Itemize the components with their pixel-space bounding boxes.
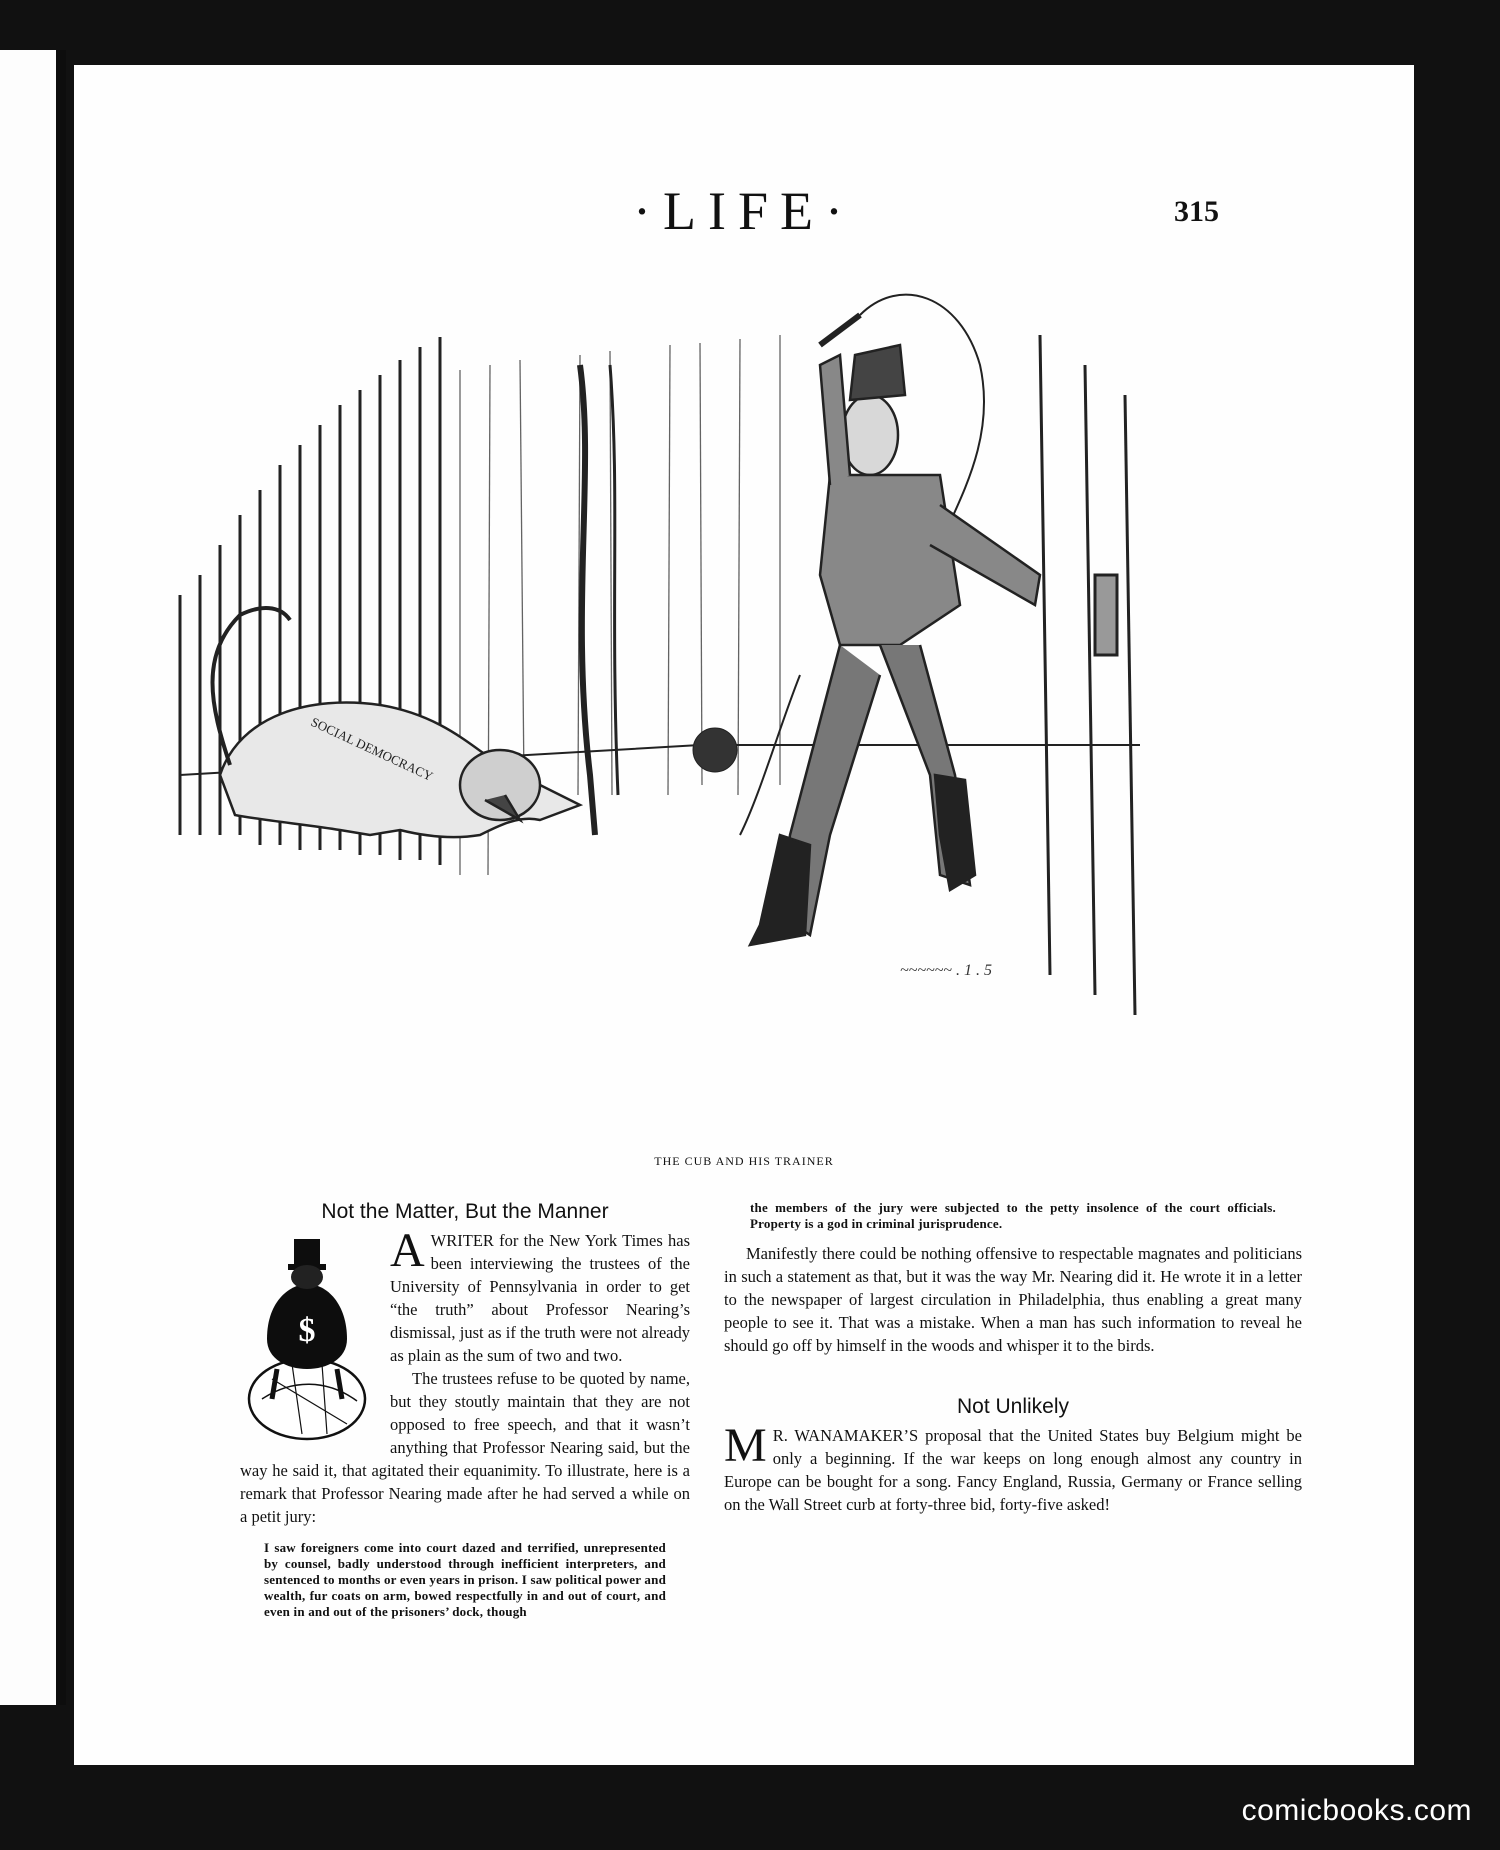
article-paragraph: The trustees refuse to be quoted by name, but they stoutly maintain that they are not opposed to free speech, and that it wasn’t anything that Professor Nearing said, but the way he said it, that agitated their equanimity. To illustrate, here is a remark that Professor Nearing made after he had served a while on a petit jury: [240, 1369, 690, 1526]
dropcap: M [724, 1419, 767, 1472]
trainer [740, 295, 1040, 945]
page-number: 315 [1174, 195, 1219, 228]
artist-signature: ~~~~~~ . 1 . 5 [900, 962, 992, 979]
cartoon-caption: THE CUB AND HIS TRAINER [654, 1154, 834, 1168]
article-paragraph: M R. WANAMAKER’S proposal that the United States buy Belgium might be only a beginning. If the war keeps on long enough almost any country in Europe can be bought for a song. Fancy England, Russia, Germany or France selling on the Wall Street curb at forty-three bid, forty-five asked! [724, 1419, 1302, 1514]
article-paragraph: Manifestly there could be nothing offensive to respectable magnates and politicians in such a statement as that, but it was the way Mr. Nearing did it. He wrote it in a letter to the newspaper of largest circulation in Philadelphia, thus enabling a great many people to see it. That was a mistake. When a man has such information to reveal he should go off by himself in the woods and whisper it to the birds. [724, 1244, 1302, 1355]
article-headline: Not the Matter, But the Manner [321, 1200, 609, 1223]
cage-door [1040, 335, 1135, 1015]
lion [213, 608, 581, 837]
block-quote: I saw foreigners come into court dazed and terrified, unrepresented by counsel, badly understood through inefficient interpreters, and sentenced to months or even years in prison. I saw political power and wealth, fur coats on arm, bowed respectfully in and out of court, and even in and out of the prisoners’ dock, though [264, 1540, 666, 1619]
article-right-column [724, 1200, 1302, 1516]
article-paragraph: A WRITER for the New York Times has been interviewing the trustees of the University of Pennsylvania in order to get “the truth” about Professor Nearing’s dismissal, just as if the truth were not already as plain as the sum of two and two. [390, 1224, 690, 1365]
moneybag-globe-figure [232, 1229, 382, 1449]
lion-label: SOCIAL DEMOCRACY [308, 714, 436, 784]
block-quote-continued: the members of the jury were subjected to the petty insolence of the court officials. Property is a god in criminal jurisprudence. [750, 1200, 1276, 1231]
ball [693, 728, 737, 772]
magazine-page [74, 65, 1414, 1765]
binding-gutter [56, 50, 66, 1705]
dropcap: A [390, 1224, 425, 1277]
left-page-edge [0, 50, 62, 1705]
cartoon-illustration [140, 275, 1340, 1155]
article-not-the-matter [240, 1200, 690, 1620]
article-headline: Not Unlikely [956, 1395, 1070, 1418]
site-watermark: comicbooks.com [1241, 1794, 1472, 1827]
dollar-symbol: $ [298, 1312, 316, 1349]
masthead: ·LIFE· [633, 181, 855, 241]
